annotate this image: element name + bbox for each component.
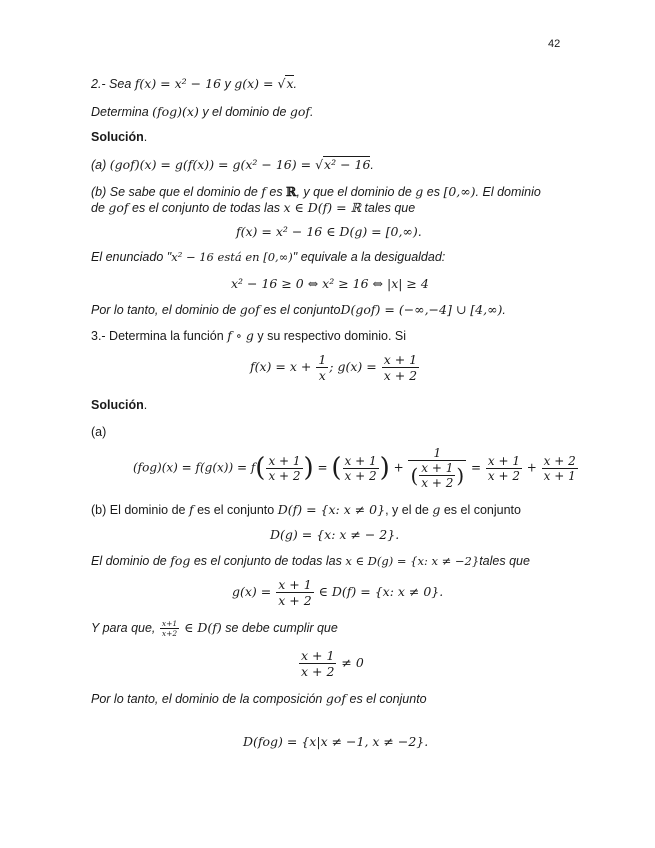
denominator: x + 2 <box>301 664 335 679</box>
equation-6 <box>232 577 443 608</box>
math: + <box>522 460 541 475</box>
text: es el conjunto <box>346 692 427 706</box>
equation-5: D(g) = {x: x ≠ − 2}. <box>270 527 400 542</box>
math: ; g(x) = <box>329 359 381 374</box>
numerator: x+1 <box>161 619 178 628</box>
denominator: x + 2 <box>344 468 377 483</box>
math: g(x) = <box>232 584 276 599</box>
text: " equivale a la desigualdad: <box>292 250 446 264</box>
part-b-statement <box>91 502 521 517</box>
math: f(x) = x + <box>250 359 316 374</box>
text: . <box>143 398 148 412</box>
solution-heading-1 <box>91 130 147 144</box>
text: es el conjunto de todas las <box>190 554 346 568</box>
text: (a) <box>91 158 110 172</box>
part-a-label: (a) <box>91 425 107 439</box>
math: ≠ 0 <box>337 655 364 670</box>
math: gof <box>325 691 347 706</box>
denominator: x + 2 <box>383 368 418 383</box>
text: es el conjunto <box>440 503 521 517</box>
denominator: x + 2 <box>487 468 520 483</box>
numerator: 1 <box>408 446 466 461</box>
text: , y el de <box>385 503 433 517</box>
math: D(gof) = (−∞,−4] ∪ [4,∞) <box>340 302 503 317</box>
math: g(x) = <box>234 76 278 91</box>
text: y el dominio de <box>198 105 290 119</box>
math: ℝ <box>286 184 297 199</box>
text: Solución <box>91 398 144 412</box>
math: x² − 16 <box>324 157 371 172</box>
denominator: x + 2 <box>421 476 454 490</box>
text: es el conjunto <box>259 303 341 317</box>
text: de <box>91 201 109 215</box>
math: ∈ D(f) <box>180 619 222 635</box>
condition-statement <box>91 619 338 638</box>
math: (fog)(x) <box>152 104 199 119</box>
denominator: x <box>318 368 326 383</box>
numerator: x + 2 <box>543 453 576 468</box>
solution-heading-2 <box>91 398 147 412</box>
equation-1: f(x) = x² − 16 ∈ D(g) = [0,∞). <box>236 224 422 239</box>
math: (gof)(x) = g(f(x)) = g(x² − 16) = <box>109 157 316 172</box>
numerator: x + 1 <box>487 453 520 468</box>
math: f <box>261 184 266 199</box>
math: D(f) = {x: x ≠ 0} <box>277 502 386 517</box>
math: gof <box>289 104 311 119</box>
math: = <box>467 460 485 475</box>
denominator: x + 2 <box>268 468 301 483</box>
denominator: x+2 <box>161 629 178 638</box>
text: Solución <box>91 130 144 144</box>
text: . <box>502 303 506 317</box>
solution-2b-line1 <box>91 184 541 199</box>
text: se debe cumplir que <box>221 620 338 635</box>
equation-3 <box>250 352 420 383</box>
equation-7 <box>298 648 364 679</box>
numerator: x + 1 <box>301 648 335 663</box>
problem-3-statement <box>91 328 406 343</box>
text: . <box>143 130 148 144</box>
final-conclusion <box>91 691 427 706</box>
text: Y para que, <box>91 620 159 635</box>
math: fog <box>170 553 191 568</box>
text: es <box>265 185 287 199</box>
equation-8: D(fog) = {x|x ≠ −1, x ≠ −2}. <box>243 734 429 749</box>
text: 3.- Determina la función <box>91 329 228 343</box>
text: es el conjunto de todas las <box>128 201 284 215</box>
math: ∈ D(f) = {x: x ≠ 0}. <box>314 584 444 599</box>
math: [0,∞) <box>443 184 476 199</box>
text: (b) Se sabe que el dominio de <box>91 185 262 199</box>
denominator: x + 1 <box>543 468 576 483</box>
text: tales que <box>479 554 530 568</box>
text: . <box>293 77 297 91</box>
math: g <box>432 502 441 517</box>
text: Por lo tanto, el dominio de <box>91 303 240 317</box>
math: x ∈ D(f) = ℝ <box>283 200 361 215</box>
solution-2b-line2 <box>91 200 415 215</box>
math: f(x) = x² − 16 <box>134 76 222 91</box>
numerator: x + 1 <box>268 453 301 468</box>
text: El dominio de <box>91 554 171 568</box>
math: gof <box>239 302 260 317</box>
solution-2a: (a) (gof)(x) = g(f(x)) = g(x² − 16) = √x² − 16. <box>91 157 374 172</box>
text: Por lo tanto, el dominio de la composición <box>91 692 326 706</box>
math: x ∈ D(g) = {x: x ≠ −2} <box>345 554 480 568</box>
math: + <box>389 460 408 475</box>
equation-4: (fog)(x) = f(g(x)) = f( $\frac{x + 1}{x + 2}$ ) = ( $\frac{x + 1}{x + 2}$ ) + 1 ( $\frac{x + 1}{x + 2}$ ) = $\frac{x + 1}{x + 2}$ + $\frac{x + 2}{x + 1}$ <box>133 446 576 490</box>
text: es el conjunto <box>193 503 278 517</box>
text: y <box>221 77 235 91</box>
text: y su respectivo dominio. Si <box>253 329 407 343</box>
math: f <box>188 502 194 517</box>
numerator: x + 1 <box>344 453 377 468</box>
math: gof <box>108 200 129 215</box>
math: f ∘ g <box>227 328 254 343</box>
problem-2-task <box>91 104 314 119</box>
text: (b) El dominio de <box>91 503 189 517</box>
numerator: x + 1 <box>421 461 454 475</box>
text: tales que <box>360 201 416 215</box>
page-number: 42 <box>548 38 561 50</box>
statement-equivalence <box>91 250 445 264</box>
math: = <box>313 460 332 475</box>
text: . <box>310 105 314 119</box>
text: 2.- Sea <box>91 77 135 91</box>
text: El enunciado " <box>91 250 172 264</box>
text: . El dominio <box>475 185 541 199</box>
math: x² − 16 está en [0,∞) <box>171 250 293 264</box>
text: Determina <box>91 105 153 119</box>
text: , y que el dominio de <box>296 185 416 199</box>
text: es <box>423 185 444 199</box>
math: x <box>286 76 294 91</box>
equation-2: x² − 16 ≥ 0 ⇔ x² ≥ 16 ⇔ |x| ≥ 4 <box>231 276 429 291</box>
problem-2-statement: 2.- Sea f(x) = x² − 16 y g(x) = √x. <box>91 76 297 91</box>
domain-fog-statement <box>91 553 530 568</box>
math: g <box>415 184 424 199</box>
conclusion-2 <box>91 302 506 317</box>
numerator: x + 1 <box>278 577 312 592</box>
numerator: x + 1 <box>383 352 418 367</box>
math: (fog)(x) = f(g(x)) = f <box>133 460 256 475</box>
text: . <box>370 158 374 172</box>
numerator: 1 <box>318 352 327 367</box>
denominator: x + 2 <box>278 593 312 608</box>
